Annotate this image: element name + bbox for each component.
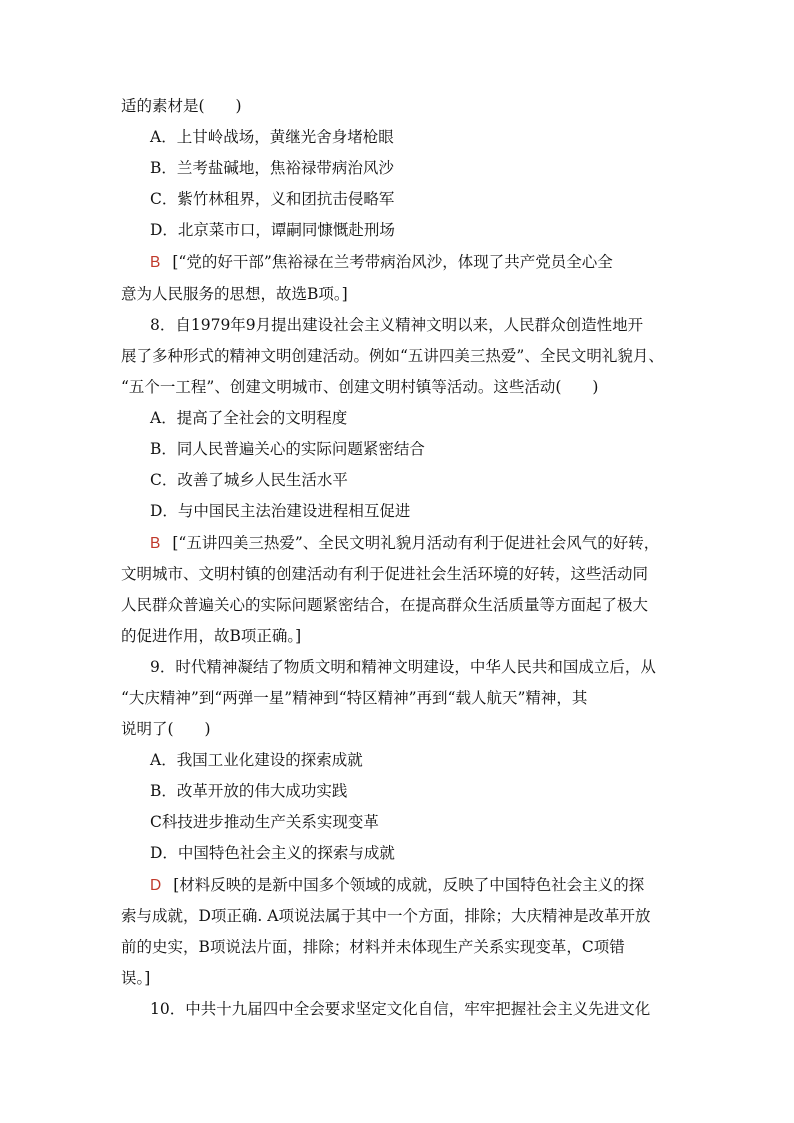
q8-answer-line-2: 文明城市、文明村镇的创建活动有利于促进社会生活环境的好转，这些活动同 [121, 565, 649, 583]
q8-option-d: D．与中国民主法治建设进程相互促进 [150, 502, 411, 520]
q9-option-c: C科技进步推动生产关系实现变革 [150, 813, 379, 831]
q7-option-a: A．上甘岭战场，黄继光舍身堵枪眼 [150, 128, 394, 146]
q9-option-d: D．中国特色社会主义的探索与成就 [150, 844, 395, 862]
q9-option-a: A．我国工业化建设的探索成就 [150, 751, 363, 769]
q8-option-c: C．改善了城乡人民生活水平 [150, 471, 348, 489]
q9-answer-line-2: 索与成就，D项正确. A项说法属于其中一个方面，排除；大庆精神是改革开放 [121, 907, 651, 925]
q9-stem-line-2: “大庆精神”到“两弹一星”精神到“特区精神”再到“载人航天”精神，其 [121, 689, 588, 707]
q7-answer-line-2: 意为人民服务的思想，故选B项。] [121, 285, 348, 303]
q10-stem-line-1: 10．中共十九届四中全会要求坚定文化自信，牢牢把握社会主义先进文化 [150, 1000, 651, 1018]
q7-option-d: D．北京菜市口，谭嗣同慷慨赴刑场 [150, 221, 395, 239]
q8-stem-line-1: 8．自1979年9月提出建设社会主义精神文明以来，人民群众创造性地开 [150, 316, 644, 334]
q9-stem-line-3: 说明了( ) [121, 720, 211, 738]
q9-answer-line-1: D [材料反映的是新中国多个领域的成就，反映了中国特色社会主义的探 [150, 876, 645, 894]
q8-answer-line-4: 的促进作用，故B项正确。] [121, 627, 302, 645]
q7-option-b: B．兰考盐碱地，焦裕禄带病治风沙 [150, 159, 394, 177]
q8-stem-line-3: “五个一工程”、创建文明城市、创建文明村镇等活动。这些活动( ) [121, 378, 599, 396]
q8-answer-line-3: 人民群众普遍关心的实际问题紧密结合，在提高群众生活质量等方面起了极大 [121, 596, 649, 614]
answer-letter: B [150, 254, 161, 271]
q8-stem-line-2: 展了多种形式的精神文明创建活动。例如“五讲四美三热爱”、全民文明礼貌月、 [121, 347, 664, 365]
q7-option-c: C．紫竹林租界，义和团抗击侵略军 [150, 190, 395, 208]
answer-letter: B [150, 535, 161, 552]
q9-answer-line-4: 误。] [121, 969, 151, 987]
q7-answer-line-1: B [“党的好干部”焦裕禄在兰考带病治风沙，体现了共产党员全心全 [150, 253, 613, 271]
q8-answer-line-1: B [“五讲四美三热爱”、全民文明礼貌月活动有利于促进社会风气的好转， [150, 534, 660, 552]
q9-answer-line-3: 前的史实，B项说法片面，排除；材料并未体现生产关系实现变革，C项错 [121, 938, 625, 956]
q9-option-b: B．改革开放的伟大成功实践 [150, 782, 348, 800]
answer-letter: D [150, 877, 162, 894]
q8-option-a: A．提高了全社会的文明程度 [150, 409, 348, 427]
q8-option-b: B．同人民普遍关心的实际问题紧密结合 [150, 440, 425, 458]
q7-stem-end: 适的素材是( ) [121, 97, 242, 115]
q9-stem-line-1: 9．时代精神凝结了物质文明和精神文明建设，中华人民共和国成立后，从 [150, 658, 656, 676]
